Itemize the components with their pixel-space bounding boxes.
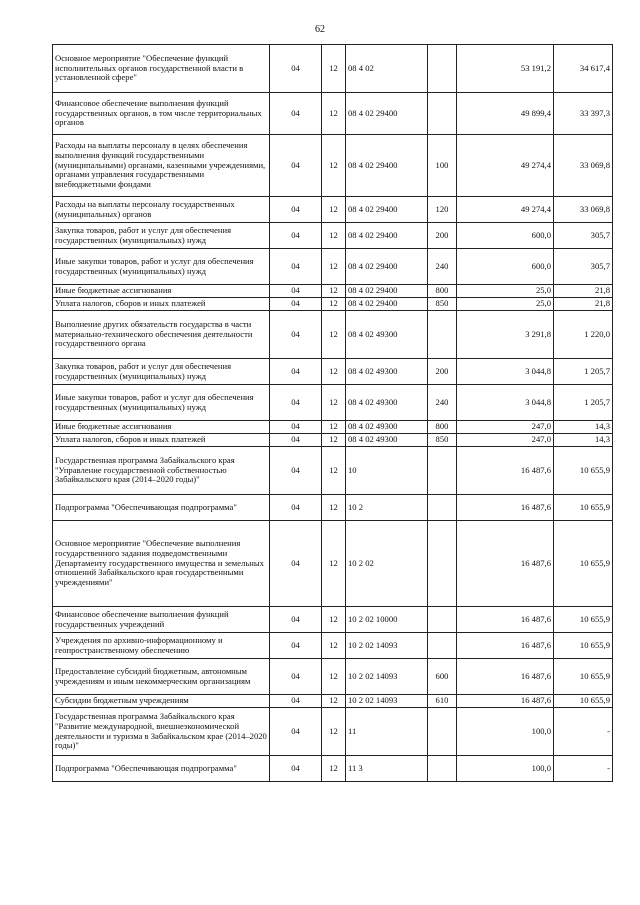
row-amount-executed: 1 220,0 (554, 311, 613, 359)
row-subsection: 12 (322, 756, 346, 782)
row-amount-executed: 10 655,9 (554, 633, 613, 659)
table-row (53, 45, 613, 93)
row-target-article: 10 (346, 447, 428, 495)
row-name: Уплата налогов, сборов и иных платежей (53, 434, 270, 447)
row-name: Государственная программа Забайкальского края "Управление государственной собственностью Забайкальского края (2014–2020 годы)" (53, 447, 270, 495)
row-name: Субсидии бюджетным учреждениям (53, 695, 270, 708)
row-amount-executed: 305,7 (554, 249, 613, 285)
row-name: Уплата налогов, сборов и иных платежей (53, 298, 270, 311)
row-amount-planned: 49 274,4 (457, 135, 554, 197)
row-amount-planned: 3 044,8 (457, 359, 554, 385)
row-target-article: 11 (346, 708, 428, 756)
row-expense-type: 200 (428, 359, 457, 385)
row-amount-planned: 3 044,8 (457, 385, 554, 421)
table-row (53, 311, 613, 359)
row-name: Подпрограмма "Обеспечивающая подпрограмма" (53, 756, 270, 782)
row-section: 04 (270, 311, 322, 359)
row-expense-type (428, 495, 457, 521)
table-row (53, 434, 613, 447)
row-amount-executed: 10 655,9 (554, 521, 613, 607)
row-amount-planned: 600,0 (457, 223, 554, 249)
row-amount-executed: 33 397,3 (554, 93, 613, 135)
row-name: Иные бюджетные ассигнования (53, 421, 270, 434)
row-section: 04 (270, 223, 322, 249)
table-row (53, 249, 613, 285)
row-expense-type (428, 45, 457, 93)
row-section: 04 (270, 434, 322, 447)
row-target-article: 08 4 02 49300 (346, 434, 428, 447)
table-row (53, 521, 613, 607)
page-number: 62 (315, 24, 325, 35)
row-target-article: 08 4 02 29400 (346, 298, 428, 311)
table-row (53, 298, 613, 311)
row-subsection: 12 (322, 311, 346, 359)
row-amount-planned: 16 487,6 (457, 447, 554, 495)
row-expense-type: 600 (428, 659, 457, 695)
row-amount-planned: 49 274,4 (457, 197, 554, 223)
row-name: Основное мероприятие "Обеспечение функций исполнительных органов государственной власти в установленной сфере" (53, 45, 270, 93)
row-name: Финансовое обеспечение выполнения функций государственных учреждений (53, 607, 270, 633)
table-row (53, 695, 613, 708)
row-section: 04 (270, 285, 322, 298)
row-amount-executed: - (554, 708, 613, 756)
row-expense-type: 240 (428, 249, 457, 285)
row-amount-planned: 100,0 (457, 708, 554, 756)
budget-table (52, 44, 613, 782)
row-name: Государственная программа Забайкальского края "Развитие международной, внешнеэкономической деятельности и туризма в Забайкальском крае (2014–2020 годы)" (53, 708, 270, 756)
table-row (53, 197, 613, 223)
row-amount-planned: 16 487,6 (457, 521, 554, 607)
row-section: 04 (270, 659, 322, 695)
row-subsection: 12 (322, 708, 346, 756)
row-amount-executed: 21,8 (554, 285, 613, 298)
row-amount-executed: 21,8 (554, 298, 613, 311)
row-expense-type (428, 756, 457, 782)
row-expense-type: 850 (428, 434, 457, 447)
row-expense-type: 800 (428, 285, 457, 298)
row-expense-type (428, 447, 457, 495)
row-section: 04 (270, 385, 322, 421)
row-target-article: 08 4 02 29400 (346, 249, 428, 285)
row-target-article: 10 2 02 14093 (346, 659, 428, 695)
row-subsection: 12 (322, 421, 346, 434)
row-expense-type: 800 (428, 421, 457, 434)
row-amount-planned: 16 487,6 (457, 659, 554, 695)
row-amount-executed: 305,7 (554, 223, 613, 249)
row-section: 04 (270, 45, 322, 93)
row-expense-type (428, 521, 457, 607)
row-section: 04 (270, 447, 322, 495)
row-target-article: 08 4 02 29400 (346, 93, 428, 135)
table-row (53, 756, 613, 782)
row-section: 04 (270, 495, 322, 521)
table-row (53, 135, 613, 197)
row-amount-executed: 33 069,8 (554, 197, 613, 223)
row-subsection: 12 (322, 521, 346, 607)
row-section: 04 (270, 93, 322, 135)
row-amount-executed: 1 205,7 (554, 359, 613, 385)
row-expense-type: 100 (428, 135, 457, 197)
row-subsection: 12 (322, 249, 346, 285)
row-section: 04 (270, 421, 322, 434)
table-row (53, 421, 613, 434)
row-name: Иные закупки товаров, работ и услуг для обеспечения государственных (муниципальных) нужд (53, 249, 270, 285)
row-expense-type: 120 (428, 197, 457, 223)
row-section: 04 (270, 298, 322, 311)
row-section: 04 (270, 756, 322, 782)
row-target-article: 08 4 02 49300 (346, 421, 428, 434)
row-target-article: 08 4 02 29400 (346, 197, 428, 223)
row-name: Выполнение других обязательств государства в части материально-технического обеспечения деятельности государственного органа (53, 311, 270, 359)
row-expense-type (428, 607, 457, 633)
row-section: 04 (270, 249, 322, 285)
row-amount-executed: 10 655,9 (554, 607, 613, 633)
row-name: Подпрограмма "Обеспечивающая подпрограмма" (53, 495, 270, 521)
row-section: 04 (270, 359, 322, 385)
row-subsection: 12 (322, 695, 346, 708)
row-name: Предоставление субсидий бюджетным, автономным учреждениям и иным некоммерческим организациям (53, 659, 270, 695)
row-amount-planned: 16 487,6 (457, 495, 554, 521)
row-target-article: 08 4 02 49300 (346, 311, 428, 359)
row-amount-planned: 16 487,6 (457, 633, 554, 659)
row-amount-planned: 16 487,6 (457, 607, 554, 633)
row-target-article: 10 2 02 10000 (346, 607, 428, 633)
row-amount-executed: 14,3 (554, 421, 613, 434)
row-target-article: 10 2 02 (346, 521, 428, 607)
row-amount-planned: 247,0 (457, 421, 554, 434)
table-row (53, 223, 613, 249)
row-name: Иные бюджетные ассигнования (53, 285, 270, 298)
row-subsection: 12 (322, 607, 346, 633)
row-subsection: 12 (322, 359, 346, 385)
table-row (53, 659, 613, 695)
row-subsection: 12 (322, 495, 346, 521)
row-subsection: 12 (322, 434, 346, 447)
row-subsection: 12 (322, 633, 346, 659)
row-amount-planned: 49 899,4 (457, 93, 554, 135)
row-subsection: 12 (322, 298, 346, 311)
table-row (53, 607, 613, 633)
row-subsection: 12 (322, 223, 346, 249)
row-target-article: 11 3 (346, 756, 428, 782)
table-row (53, 285, 613, 298)
row-amount-executed: 34 617,4 (554, 45, 613, 93)
row-target-article: 08 4 02 (346, 45, 428, 93)
row-amount-executed: 33 069,8 (554, 135, 613, 197)
table-row (53, 93, 613, 135)
row-amount-planned: 247,0 (457, 434, 554, 447)
row-amount-planned: 53 191,2 (457, 45, 554, 93)
row-amount-planned: 3 291,8 (457, 311, 554, 359)
row-amount-executed: 10 655,9 (554, 659, 613, 695)
row-target-article: 10 2 02 14093 (346, 633, 428, 659)
row-target-article: 08 4 02 49300 (346, 385, 428, 421)
row-amount-executed: 10 655,9 (554, 447, 613, 495)
row-subsection: 12 (322, 135, 346, 197)
row-expense-type: 850 (428, 298, 457, 311)
table-row (53, 447, 613, 495)
row-expense-type: 240 (428, 385, 457, 421)
row-expense-type (428, 633, 457, 659)
row-target-article: 08 4 02 49300 (346, 359, 428, 385)
row-target-article: 08 4 02 29400 (346, 223, 428, 249)
row-name: Иные закупки товаров, работ и услуг для обеспечения государственных (муниципальных) нужд (53, 385, 270, 421)
row-expense-type (428, 708, 457, 756)
row-amount-planned: 600,0 (457, 249, 554, 285)
row-name: Закупка товаров, работ и услуг для обеспечения государственных (муниципальных) нужд (53, 359, 270, 385)
row-section: 04 (270, 521, 322, 607)
row-amount-planned: 25,0 (457, 285, 554, 298)
row-subsection: 12 (322, 285, 346, 298)
row-amount-executed: 14,3 (554, 434, 613, 447)
row-name: Расходы на выплаты персоналу в целях обеспечения выполнения функций государственными (муниципальными) органами, казенными учреждениями, органами управления государственными внебюджетными фондами (53, 135, 270, 197)
row-target-article: 10 2 02 14093 (346, 695, 428, 708)
table-row (53, 359, 613, 385)
table-row (53, 633, 613, 659)
row-amount-executed: 10 655,9 (554, 495, 613, 521)
row-subsection: 12 (322, 385, 346, 421)
row-target-article: 10 2 (346, 495, 428, 521)
row-expense-type: 200 (428, 223, 457, 249)
row-expense-type (428, 311, 457, 359)
row-subsection: 12 (322, 659, 346, 695)
row-amount-planned: 16 487,6 (457, 695, 554, 708)
row-subsection: 12 (322, 197, 346, 223)
row-target-article: 08 4 02 29400 (346, 285, 428, 298)
row-amount-planned: 25,0 (457, 298, 554, 311)
row-expense-type (428, 93, 457, 135)
row-section: 04 (270, 633, 322, 659)
row-amount-executed: 10 655,9 (554, 695, 613, 708)
row-subsection: 12 (322, 93, 346, 135)
row-section: 04 (270, 708, 322, 756)
row-amount-executed: 1 205,7 (554, 385, 613, 421)
row-name: Основное мероприятие "Обеспечение выполнения государственного задания подведомственными Департаменту государственного имущества и земельных отношений Забайкальского края государственными учреждениями" (53, 521, 270, 607)
row-subsection: 12 (322, 447, 346, 495)
row-name: Расходы на выплаты персоналу государственных (муниципальных) органов (53, 197, 270, 223)
table-row (53, 385, 613, 421)
row-name: Закупка товаров, работ и услуг для обеспечения государственных (муниципальных) нужд (53, 223, 270, 249)
row-name: Финансовое обеспечение выполнения функций государственных органов, в том числе территориальных органов (53, 93, 270, 135)
table-row (53, 495, 613, 521)
row-section: 04 (270, 197, 322, 223)
table-row (53, 708, 613, 756)
row-section: 04 (270, 607, 322, 633)
row-subsection: 12 (322, 45, 346, 93)
row-amount-executed: - (554, 756, 613, 782)
row-section: 04 (270, 695, 322, 708)
row-expense-type: 610 (428, 695, 457, 708)
row-name: Учреждения по архивно-информационному и геопространственному обеспечению (53, 633, 270, 659)
row-amount-planned: 100,0 (457, 756, 554, 782)
row-section: 04 (270, 135, 322, 197)
row-target-article: 08 4 02 29400 (346, 135, 428, 197)
